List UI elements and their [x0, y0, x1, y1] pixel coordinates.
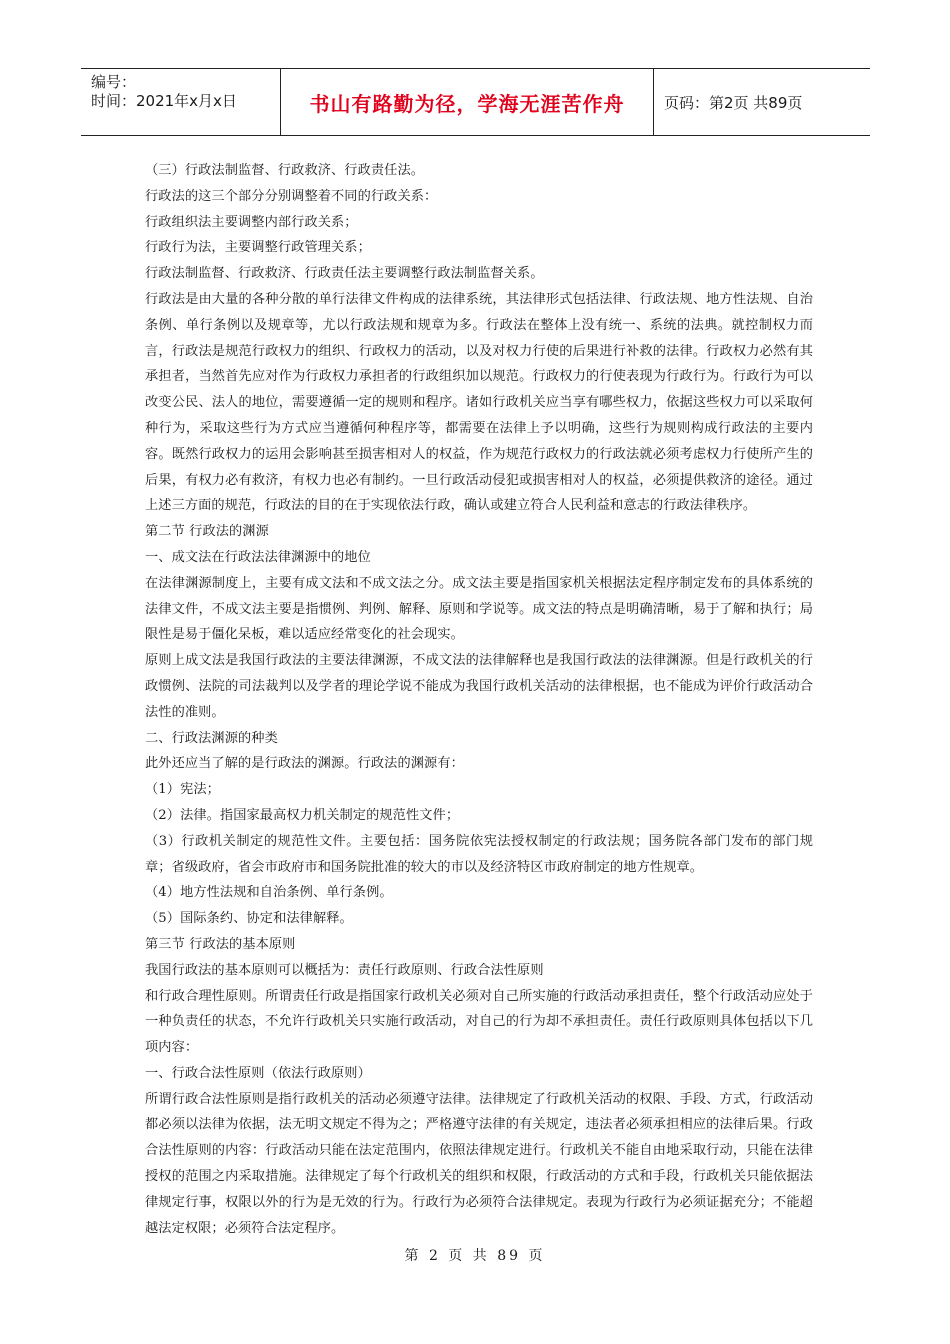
subsection-heading: 一、行政合法性原则（依法行政原则） — [145, 1065, 371, 1081]
subsection-heading: 二、行政法渊源的种类 — [145, 730, 278, 746]
subsection-heading: 一、成文法在行政法法律渊源中的地位 — [145, 549, 371, 565]
list-item: （2）法律。指国家最高权力机关制定的规范性文件； — [145, 807, 460, 823]
document-date-label: 时间：2021年x月x日 — [91, 92, 237, 110]
page-footer: 第 2 页 共 89 页 — [404, 1248, 546, 1264]
list-item: （4）地方性法规和自治条例、单行条例。 — [145, 885, 393, 901]
paragraph: 此外还应当了解的是行政法的渊源。行政法的渊源有： — [145, 756, 464, 772]
list-item: （1）宪法； — [145, 782, 220, 798]
paragraph: 行政法制监督、行政救济、行政责任法主要调整行政法制监督关系。 — [145, 266, 544, 282]
paragraph: 行政法是由大量的各种分散的单行法律文件构成的法律系统，其法律形式包括法律、行政法规、地方性法规、自治条例、单行条例以及规章等，尤以行政法规和规章为多。行政法在整体上没有统一、系统的法典。就控制权力而言，行政法是规范行政权力的组织、行政权力的活动，以及对权力行使的后果进行补救的法律。行政权力必然有其承担者，当然首先应对作为行政权力承担者的行政组织加以规范。行政权力的行使表现为行政行为。行政行为可以改变公民、法人的地位，需要遵循一定的规则和程序。诸如行政机关应当享有哪些权力，依据这些权力可以采取何种行为，采取这些行为方式应当遵循何种程序等，都需要在法律上予以明确，这些行为规则构成行政法的主要内容。既然行政权力的运用会影响甚至损害相对人的权益，作为规范行政权力的行政法就必须考虑权力行使所产生的后果，有权力必有救济，有权力也必有制约。一旦行政活动侵犯或损害相对人的权益，必须提供救济的途径。通过上述三方面的规范，行政法的目的在于实现依法行政，确认或建立符合人民利益和意志的行政法律秩序。 — [145, 291, 813, 514]
document-number-label: 编号： — [91, 73, 137, 91]
paragraph: 所谓行政合法性原则是指行政机关的活动必须遵守法律。法律规定了行政机关活动的权限、手段、方式，行政活动都必须以法律为依据，法无明文规定不得为之；严格遵守法律的有关规定，违法者必须承担相应的法律后果。行政合法性原则的内容：行政活动只能在法定范围内，依照法律规定进行。行政机关不能自由地采取行动，只能在法律授权的范围之内采取措施。法律规定了每个行政机关的组织和权限，行政活动的方式和手段，行政机关只能依据法律规定行事，权限以外的行为是无效的行为。行政行为必须符合法律规定。表现为行政行为必须证据充分；不能超越法定权限；必须符合法定程序。 — [145, 1091, 813, 1236]
paragraph: 行政法的这三个部分分别调整着不同的行政关系： — [145, 188, 438, 204]
paragraph: 行政行为法，主要调整行政管理关系； — [145, 240, 371, 256]
paragraph: 和行政合理性原则。所谓责任行政是指国家行政机关必须对自己所实施的行政活动承担责任，整个行政活动应处于一种负责任的状态，不允许行政机关只实施行政活动，对自己的行为却不承担责任。责任行政原则具体包括以下几项内容： — [145, 988, 813, 1056]
list-item: （3）行政机关制定的规范性文件。主要包括：国务院依宪法授权制定的行政法规；国务院各部门发布的部门规章；省级政府，省会市政府市和国务院批准的较大的市以及经济特区市政府制定的地方性规章。 — [145, 833, 813, 875]
paragraph: 原则上成文法是我国行政法的主要法律渊源，不成文法的法律解释也是我国行政法的法律渊源。但是行政机关的行政惯例、法院的司法裁判以及学者的理论学说不能成为我国行政机关活动的法律根据，也不能成为评价行政活动合法性的准则。 — [145, 653, 813, 720]
header-meta-cell — [81, 69, 281, 135]
header-motto: 书山有路勤为径，学海无涯苦作舟 — [281, 69, 654, 135]
section-heading: 第二节 行政法的渊源 — [145, 524, 269, 540]
section-heading: 第三节 行政法的基本原则 — [145, 936, 296, 952]
paragraph: 在法律渊源制度上，主要有成文法和不成文法之分。成文法主要是指国家机关根据法定程序制定发布的具体系统的法律文件，不成文法主要是指惯例、判例、解释、原则和学说等。成文法的特点是明确清晰，易于了解和执行；局限性是易于僵化呆板，难以适应经常变化的社会现实。 — [145, 575, 813, 643]
document-body — [145, 158, 813, 1241]
paragraph: 行政组织法主要调整内部行政关系； — [145, 214, 358, 230]
header-page-info: 页码：第2页 共89页 — [664, 93, 803, 112]
paragraph: 我国行政法的基本原则可以概括为：责任行政原则、行政合法性原则 — [145, 962, 544, 978]
page-header — [81, 68, 870, 136]
paragraph: （三）行政法制监督、行政救济、行政责任法。 — [145, 163, 425, 178]
list-item: （5）国际条约、协定和法律解释。 — [145, 911, 353, 927]
